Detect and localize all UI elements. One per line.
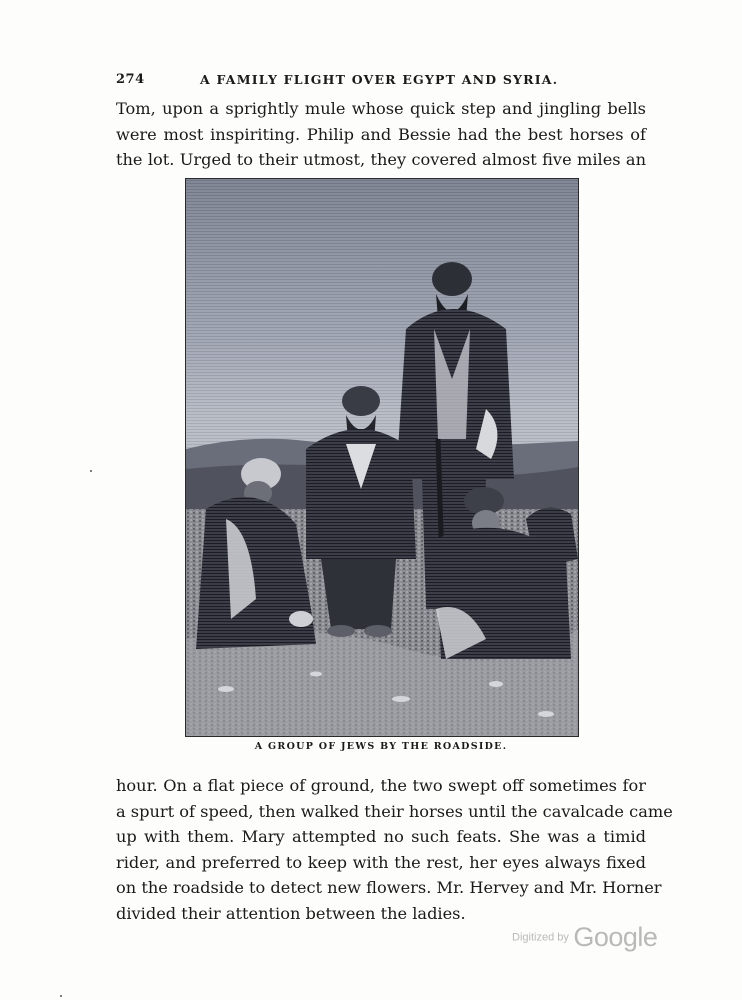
text-line: divided their attention between the ladies.: [116, 903, 466, 923]
digitized-by-google-watermark: [512, 922, 657, 953]
text-line: hour. On a flat piece of ground, the two swept off sometimes for: [116, 776, 646, 795]
running-title: A FAMILY FLIGHT OVER EGYPT AND SYRIA.: [200, 72, 559, 87]
text-line: a spurt of speed, then walked their horses until the cavalcade came: [116, 801, 673, 821]
text-line: on the roadside to detect new flowers. Mr. Hervey and Mr. Horner: [116, 878, 662, 897]
body-text-bottom: [116, 773, 673, 926]
scan-speck: [90, 470, 92, 472]
watermark-prefix: Digitized by: [512, 931, 569, 944]
engraving-illustration: [185, 178, 579, 737]
text-line: the lot. Urged to their utmost, they covered almost five miles an: [116, 150, 646, 169]
page-number: 274: [116, 72, 145, 87]
google-logo: Google: [573, 922, 658, 952]
text-line: were most inspiriting. Philip and Bessie had the best horses of: [116, 124, 646, 144]
text-line: rider, and preferred to keep with the rest, her eyes always fixed: [116, 852, 646, 872]
figure-caption: A GROUP OF JEWS BY THE ROADSIDE.: [254, 741, 508, 752]
scan-speck: [60, 995, 62, 997]
text-line: up with them. Mary attempted no such feats. She was a timid: [116, 827, 646, 846]
text-line: Tom, upon a sprightly mule whose quick step and jingling bells: [116, 99, 646, 118]
body-text-top: [116, 96, 646, 173]
